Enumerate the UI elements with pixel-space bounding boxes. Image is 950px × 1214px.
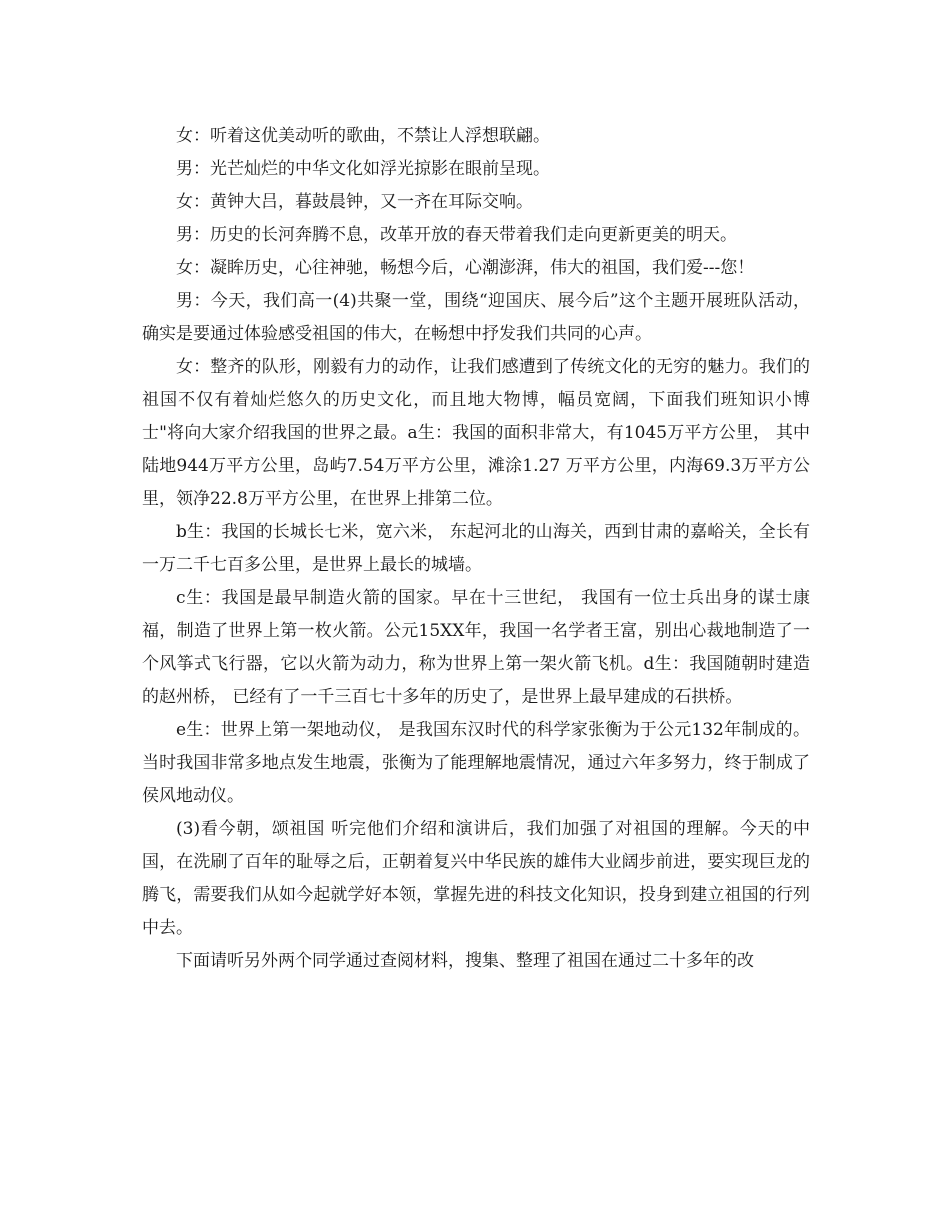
- paragraph: 女：黄钟大吕，暮鼓晨钟，又一齐在耳际交响。: [176, 192, 533, 212]
- paragraph: (3)看今朝，颂祖国 听完他们介绍和演讲后，我们加强了对祖国的理解。今天的中国，在洗刷了百年的耻辱之后，正朝着复兴中华民族的雄伟大业阔步前进，要实现巨龙的腾飞，需要我们从如今起就学好本领，掌握先进的科技文化知识，投身到建立祖国的行列中去。: [142, 819, 810, 938]
- paragraph: 女：听着这优美动听的歌曲，不禁让人浮想联翩。: [176, 126, 550, 146]
- paragraph: 女：整齐的队形，刚毅有力的动作，让我们感遭到了传统文化的无穷的魅力。我们的祖国不仅有着灿烂悠久的历史文化，而且地大物博，幅员宽阔，下面我们班知识小博士"将向大家介绍我国的世界之最。a生：我国的面积非常大，有1045万平方公里， 其中陆地944万平方公里，岛屿7.54万平方公里，滩涂1.27 万平方公里，内海69.3万平方公里，领净22.8万平方公里，在世界上排第二位。: [142, 357, 810, 509]
- paragraph: 男：光芒灿烂的中华文化如浮光掠影在眼前呈现。: [176, 159, 550, 179]
- paragraph: 男：今天，我们高一(4)共聚一堂，围绕“迎国庆、展今后”这个主题开展班队活动，确实是要通过体验感受祖国的伟大，在畅想中抒发我们共同的心声。: [142, 291, 810, 344]
- paragraph: b生：我国的长城长七米，宽六米， 东起河北的山海关，西到甘肃的嘉峪关，全长有一万二千七百多公里，是世界上最长的城墙。: [142, 522, 810, 575]
- paragraph: 男：历史的长河奔腾不息，改革开放的春天带着我们走向更新更美的明天。: [176, 225, 737, 245]
- document-body: [142, 120, 810, 978]
- paragraph: 下面请听另外两个同学通过查阅材料，搜集、整理了祖国在通过二十多年的改: [176, 951, 754, 971]
- paragraph: c生：我国是最早制造火箭的国家。早在十三世纪， 我国有一位士兵出身的谋士康福，制造了世界上第一枚火箭。公元15XX年，我国一名学者王富，别出心裁地制造了一个风筝式飞行器，它以火箭为动力，称为世界上第一架火箭飞机。d生：我国随朝时建造的赵州桥， 已经有了一千三百七十多年的历史了，是世界上最早建成的石拱桥。: [142, 588, 810, 707]
- paragraph: e生：世界上第一架地动仪， 是我国东汉时代的科学家张衡为于公元132年制成的。 当时我国非常多地点发生地震，张衡为了能理解地震情况，通过六年多努力，终于制成了侯风地动仪。: [142, 720, 810, 806]
- paragraph: 女：凝眸历史，心往神驰，畅想今后，心潮澎湃，伟大的祖国，我们爱---您！: [176, 258, 755, 278]
